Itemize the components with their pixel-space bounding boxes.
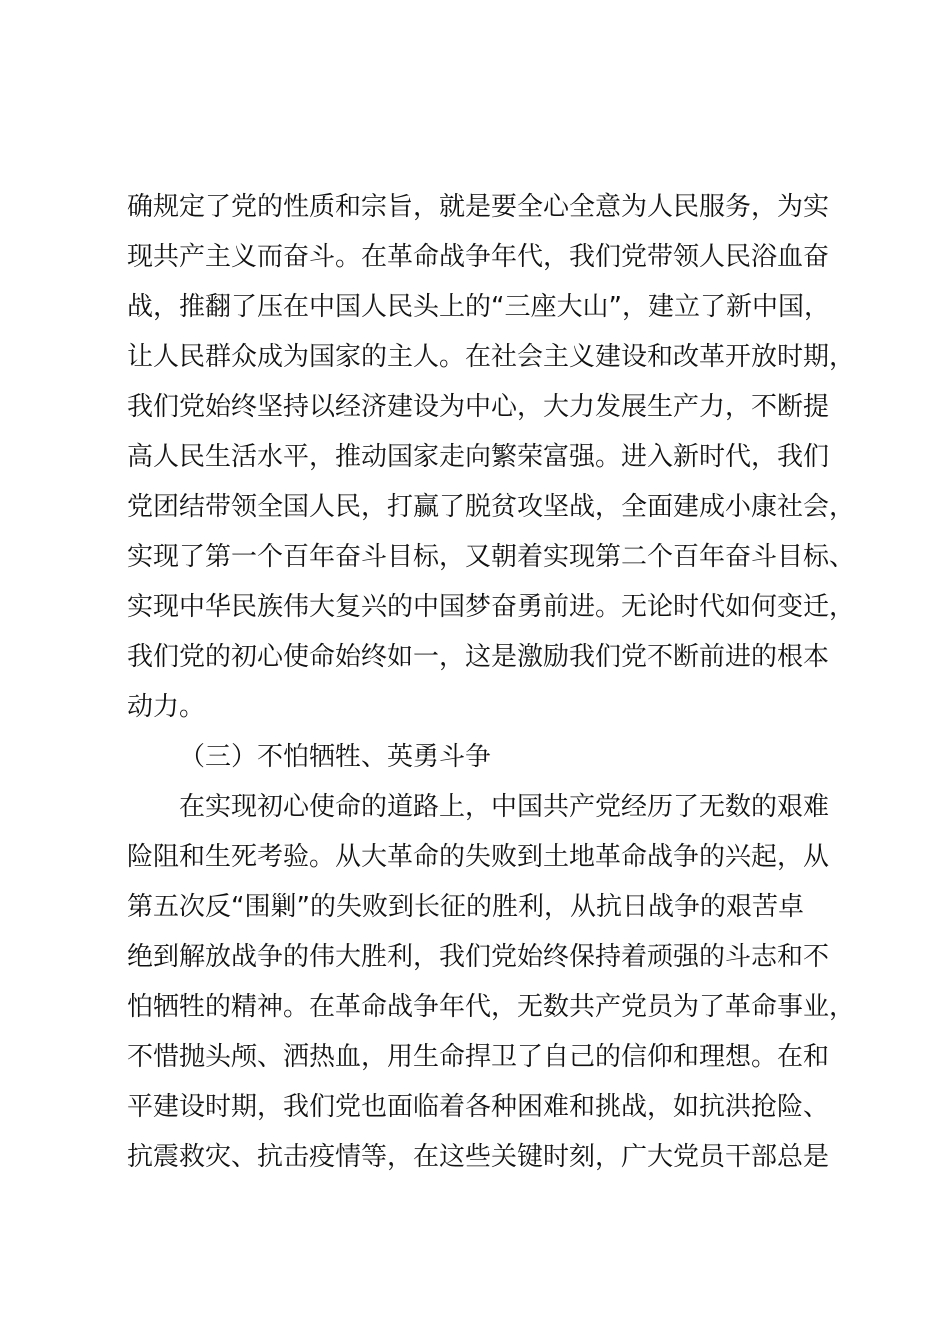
text-line: 让人民群众成为国家的主人。在社会主义建设和改革开放时期， bbox=[127, 342, 856, 372]
text-line: 在实现初心使命的道路上，中国共产党经历了无数的艰难 bbox=[179, 792, 830, 822]
paragraph-continued bbox=[127, 182, 867, 732]
text-line: 党团结带领全国人民，打赢了脱贫攻坚战，全面建成小康社会， bbox=[127, 492, 856, 522]
text-line: 动力。 bbox=[127, 692, 206, 722]
text-line: 高人民生活水平，推动国家走向繁荣富强。进入新时代，我们 bbox=[127, 442, 830, 472]
text-line: 抗震救灾、抗击疫情等，在这些关键时刻，广大党员干部总是 bbox=[127, 1142, 830, 1172]
text-line: 我们党的初心使命始终如一，这是激励我们党不断前进的根本 bbox=[127, 642, 830, 672]
text-line: 现共产主义而奋斗。在革命战争年代，我们党带领人民浴血奋 bbox=[127, 242, 830, 272]
text-line: 险阻和生死考验。从大革命的失败到土地革命战争的兴起，从 bbox=[127, 842, 830, 872]
text-line: 不惜抛头颅、洒热血，用生命捍卫了自己的信仰和理想。在和 bbox=[127, 1042, 830, 1072]
document-body bbox=[127, 182, 867, 1182]
text-line: 怕牺牲的精神。在革命战争年代，无数共产党员为了革命事业， bbox=[127, 992, 856, 1022]
text-line: 我们党始终坚持以经济建设为中心，大力发展生产力，不断提 bbox=[127, 392, 830, 422]
text-line: 第五次反“围剿”的失败到长征的胜利，从抗日战争的艰苦卓 bbox=[127, 892, 804, 922]
paragraph bbox=[127, 782, 867, 1182]
section-heading: （三）不怕牺牲、英勇斗争 bbox=[179, 742, 492, 772]
text-line: 实现中华民族伟大复兴的中国梦奋勇前进。无论时代如何变迁， bbox=[127, 592, 856, 622]
text-line: 绝到解放战争的伟大胜利，我们党始终保持着顽强的斗志和不 bbox=[127, 942, 830, 972]
text-line: 战，推翻了压在中国人民头上的“三座大山”，建立了新中国， bbox=[127, 292, 830, 322]
text-line: 确规定了党的性质和宗旨，就是要全心全意为人民服务，为实 bbox=[127, 192, 830, 222]
text-line: 实现了第一个百年奋斗目标，又朝着实现第二个百年奋斗目标、 bbox=[127, 542, 856, 572]
text-line: 平建设时期，我们党也面临着各种困难和挑战，如抗洪抢险、 bbox=[127, 1092, 830, 1122]
